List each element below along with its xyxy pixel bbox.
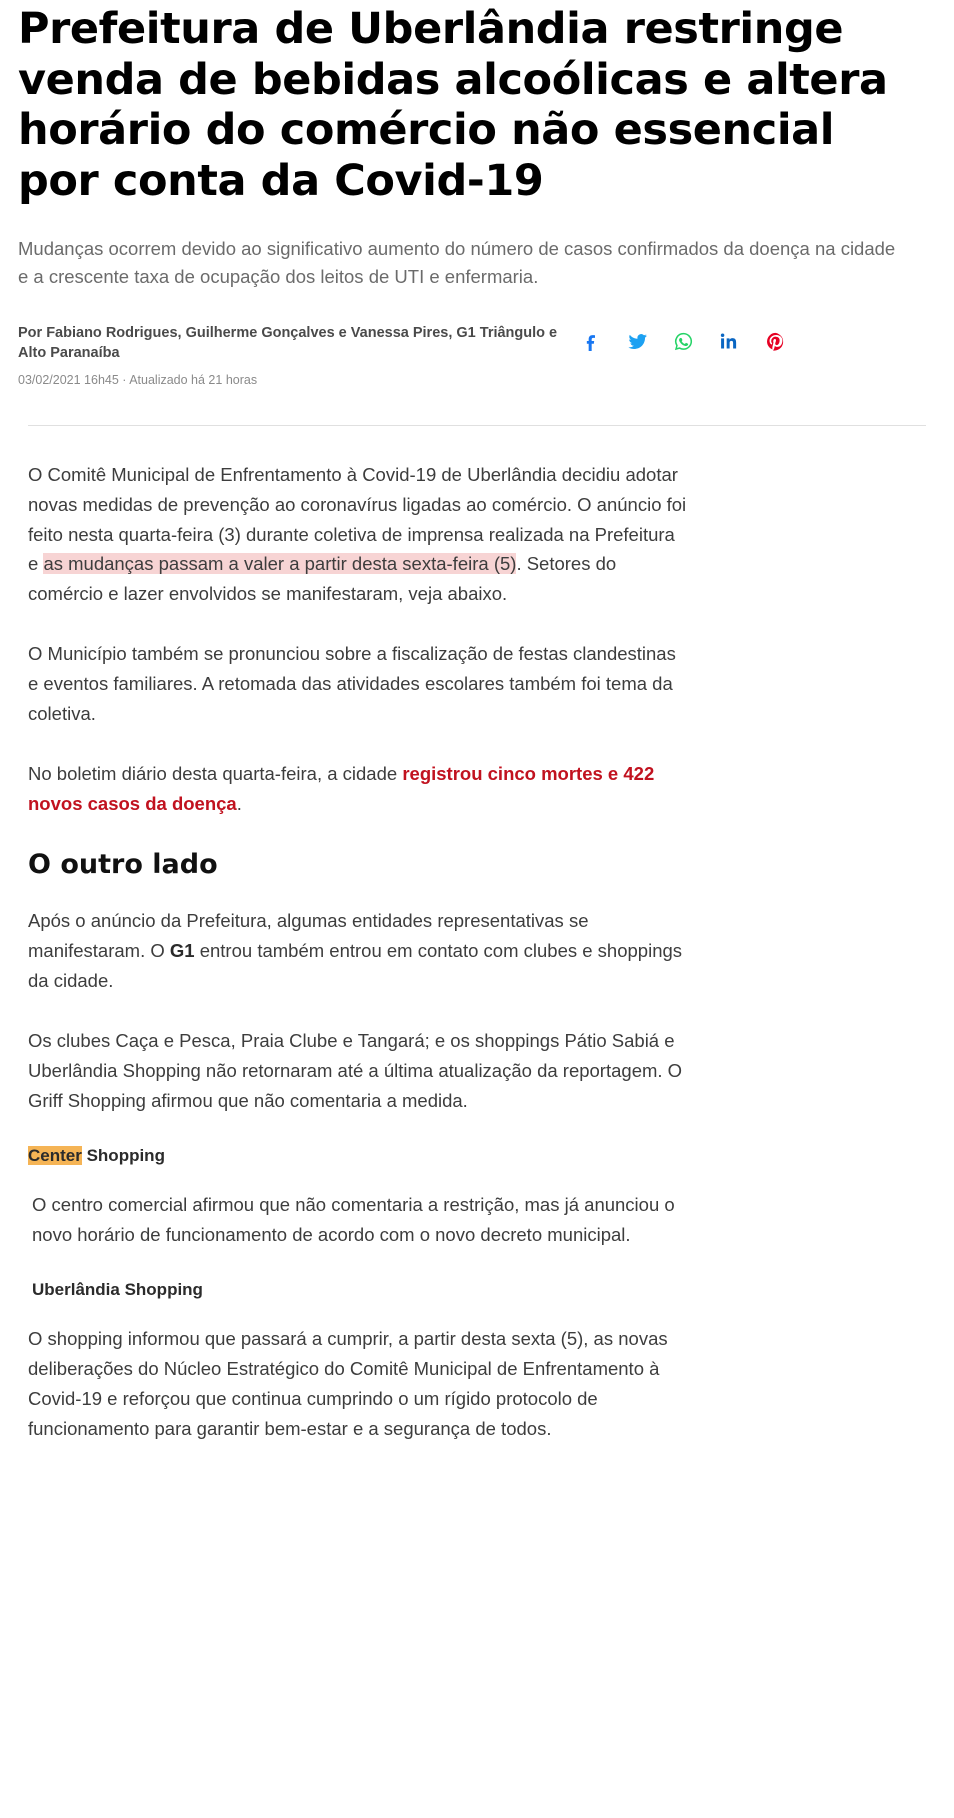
share-bar: [580, 324, 936, 352]
subsection-center-shopping: [28, 1146, 688, 1166]
paragraph-4-bold: G1: [169, 940, 195, 962]
highlight-red-link[interactable]: registrou cinco mortes e 422 novos casos da doença: [28, 763, 655, 815]
paragraph-1: [28, 460, 688, 610]
paragraph-4-text-a: Após o anúncio da Prefeitura, algumas entidades representativas se manifestaram. O: [28, 910, 589, 962]
article-subhead: Mudanças ocorrem devido ao significativo aumento do número de casos confirmados da doença na cidade e a crescente taxa de ocupação dos leitos de UTI e enfermaria.: [18, 237, 896, 287]
paragraph-4-text-b: entrou também entrou em contato com clubes e shoppings da cidade.: [28, 940, 683, 992]
divider: [28, 425, 926, 426]
timestamp: 03/02/2021 16h45 · Atualizado há 21 horas: [18, 372, 258, 387]
subsection-uberlandia-shopping: Uberlândia Shopping: [32, 1280, 203, 1299]
paragraph-1-text-b: . Setores do comércio e lazer envolvidos se manifestaram, veja abaixo.: [28, 553, 617, 605]
paragraph-3-text-b: .: [236, 793, 242, 815]
section-heading-outro-lado: O outro lado: [28, 849, 218, 881]
subsection-center-shopping-rest: Shopping: [81, 1146, 165, 1166]
twitter-icon[interactable]: [626, 330, 648, 352]
article-body: [18, 460, 698, 1444]
pinterest-icon[interactable]: [764, 330, 786, 352]
paragraph-7: O shopping informou que passará a cumprir, a partir desta sexta (5), as novas deliberações do Núcleo Estratégico do Comitê Municipal de Enfrentamento à Covid-19 e reforçou que continua cumprindo o um rígido protocolo de funcionamento para garantir bem-estar e a segurança de todos.: [28, 1328, 668, 1439]
byline-block: [18, 324, 580, 386]
page-title: Prefeitura de Uberlândia restringe venda de bebidas alcoólicas e altera horário do comércio não essencial por conta da Covid-19: [18, 4, 888, 207]
facebook-icon[interactable]: [580, 330, 602, 352]
linkedin-icon[interactable]: [718, 330, 740, 352]
paragraph-3-text-a: No boletim diário desta quarta-feira, a cidade: [28, 763, 403, 785]
paragraph-4: [28, 906, 688, 996]
whatsapp-icon[interactable]: [672, 330, 694, 352]
highlight-orange: Center: [28, 1146, 82, 1166]
paragraph-2: O Município também se pronunciou sobre a fiscalização de festas clandestinas e eventos familiares. A retomada das atividades escolares também foi tema da coletiva.: [28, 643, 676, 725]
paragraph-6: O centro comercial afirmou que não comentaria a restrição, mas já anunciou o novo horário de funcionamento de acordo com o novo decreto municipal.: [32, 1194, 675, 1246]
article-meta: [18, 324, 936, 386]
paragraph-3: [28, 759, 688, 819]
paragraph-5: Os clubes Caça e Pesca, Praia Clube e Tangará; e os shoppings Pátio Sabiá e Uberlândia Shopping não retornaram até a última atualização da reportagem. O Griff Shopping afirmou que não comentaria a medida.: [28, 1030, 683, 1112]
article-page: [0, 4, 954, 1444]
paragraph-1-text-a: O Comitê Municipal de Enfrentamento à Covid-19 de Uberlândia decidiu adotar novas medidas de prevenção ao coronavírus ligadas ao comércio. O anúncio foi feito nesta quarta-feira (3) durante coletiva de imprensa realizada na Prefeitura e: [28, 463, 687, 575]
highlight-pink: as mudanças passam a valer a partir desta sexta-feira (5): [43, 553, 517, 575]
byline: Por Fabiano Rodrigues, Guilherme Gonçalves e Vanessa Pires, G1 Triângulo e Alto Paranaíba: [18, 325, 558, 361]
